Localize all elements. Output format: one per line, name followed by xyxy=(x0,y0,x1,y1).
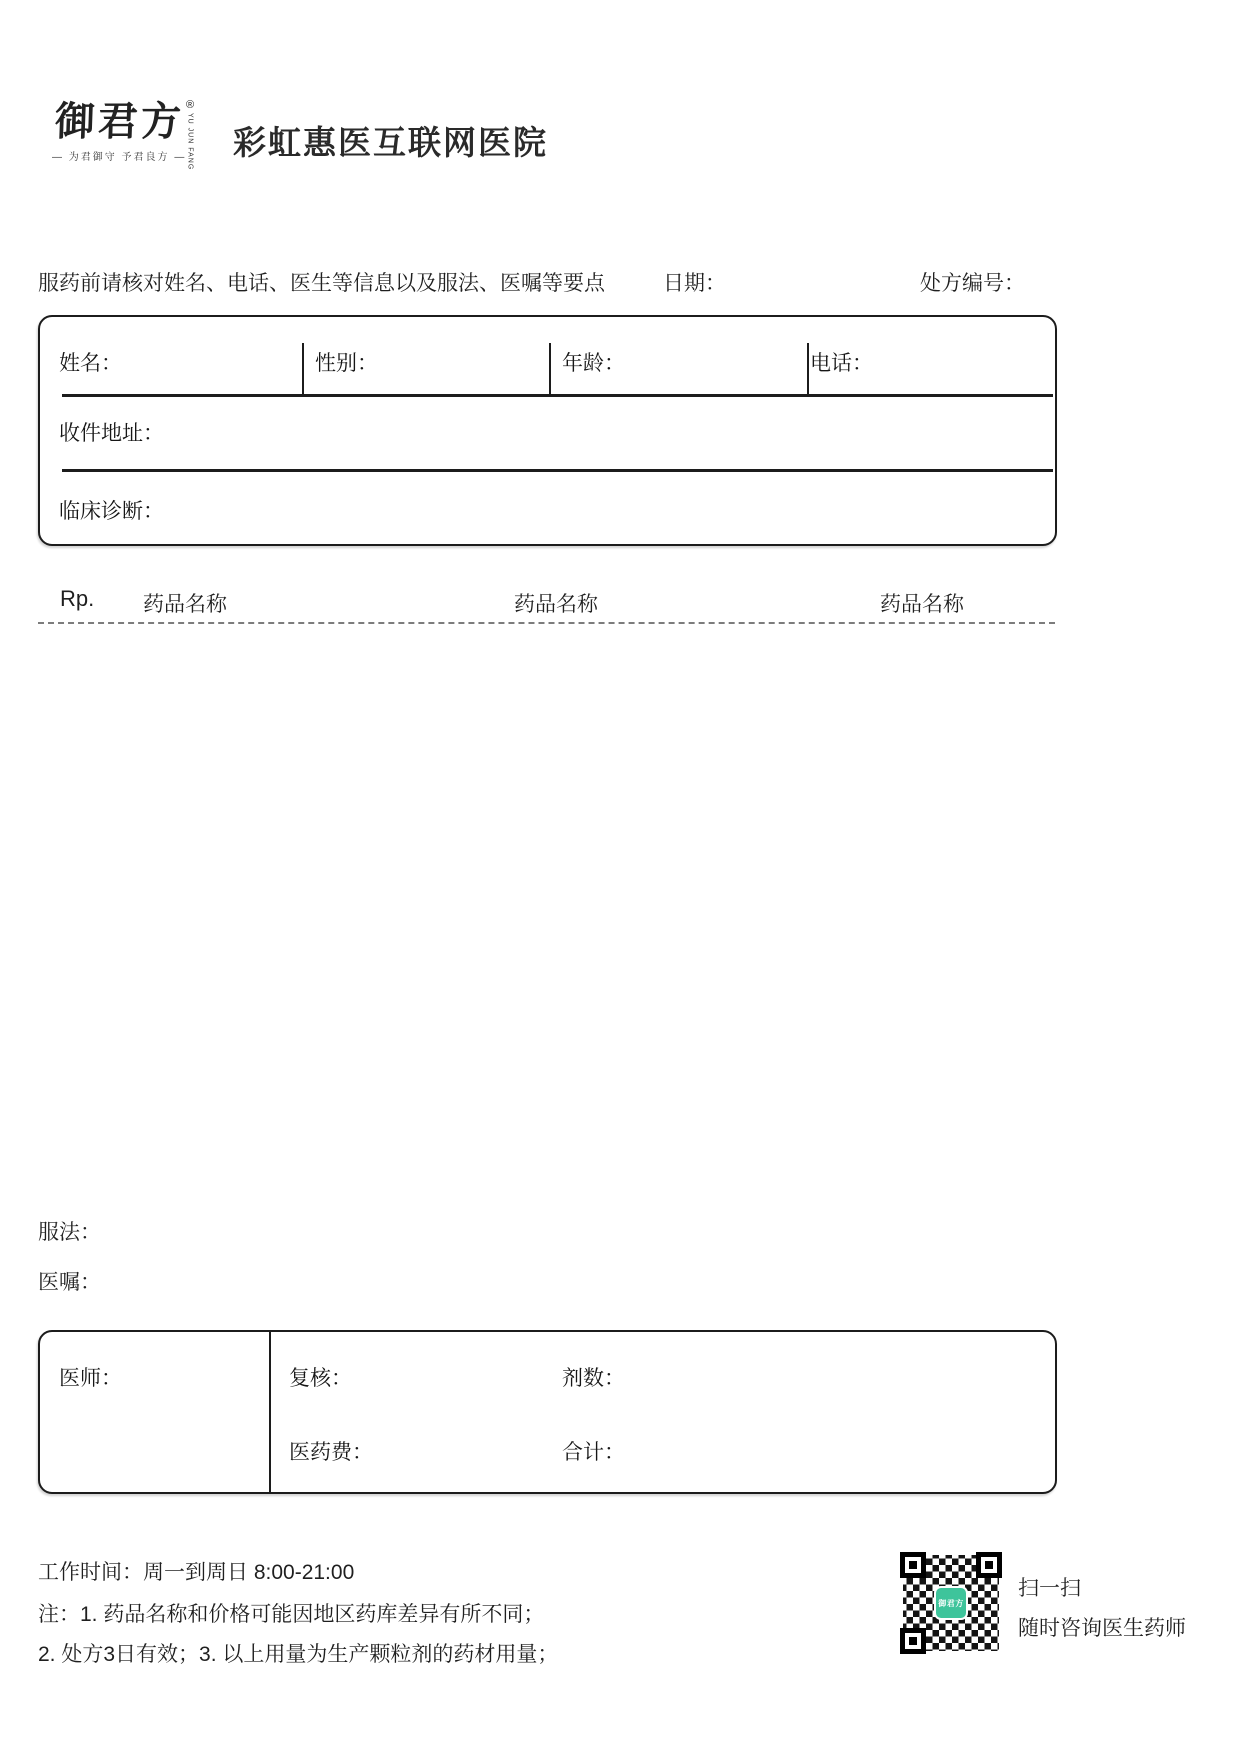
brand-logo-text: 御君方 xyxy=(54,98,185,145)
total-label: 合计： xyxy=(562,1441,625,1464)
brand-logo-pinyin: YU JUN FANG xyxy=(186,113,194,171)
drug-name-header: 药品名称 xyxy=(143,593,227,616)
date-label: 日期： xyxy=(663,272,726,295)
column-divider xyxy=(302,343,304,395)
column-divider xyxy=(807,343,809,395)
registered-trademark-icon: ® xyxy=(186,99,195,111)
shipping-address-label: 收件地址： xyxy=(59,422,164,445)
scan-label: 扫一扫 xyxy=(1018,1577,1081,1600)
patient-info-box xyxy=(38,315,1057,546)
column-divider xyxy=(549,343,551,395)
doctor-label: 医师： xyxy=(59,1367,122,1390)
work-hours: 工作时间：周一到周日 8:00-21:00 xyxy=(38,1561,355,1584)
qr-finder-icon xyxy=(976,1552,1002,1578)
brand-tagline: — 为君御守 予君良方 — xyxy=(52,152,187,163)
patient-phone-label: 电话： xyxy=(810,352,873,375)
patient-gender-label: 性别： xyxy=(315,352,378,375)
reviewer-label: 复核： xyxy=(289,1367,352,1390)
row-divider xyxy=(62,394,1053,397)
row-divider xyxy=(62,469,1053,472)
doctor-advice-label: 医嘱： xyxy=(38,1271,101,1294)
qr-finder-icon xyxy=(900,1552,926,1578)
qr-center-logo: 御君方 xyxy=(934,1586,968,1620)
qr-finder-icon xyxy=(900,1628,926,1654)
patient-age-label: 年龄： xyxy=(562,352,625,375)
qr-code xyxy=(900,1552,1002,1654)
footer-note-2: 2. 处方3日有效；3. 以上用量为生产颗粒剂的药材用量； xyxy=(38,1643,559,1666)
signature-box xyxy=(38,1330,1057,1494)
drug-name-header: 药品名称 xyxy=(514,593,598,616)
usage-label: 服法： xyxy=(38,1221,101,1244)
dose-count-label: 剂数： xyxy=(562,1367,625,1390)
prescription-number-label: 处方编号： xyxy=(920,272,1025,295)
column-divider xyxy=(269,1332,271,1492)
scan-description: 随时咨询医生药师 xyxy=(1018,1617,1186,1640)
brand-logo-side xyxy=(186,99,195,171)
rx-divider-dashed-line xyxy=(38,622,1055,624)
clinical-diagnosis-label: 临床诊断： xyxy=(59,500,164,523)
verification-reminder: 服药前请核对姓名、电话、医生等信息以及服法、医嘱等要点 xyxy=(38,272,605,295)
patient-name-label: 姓名： xyxy=(59,352,122,375)
drug-name-header: 药品名称 xyxy=(880,593,964,616)
medicine-fee-label: 医药费： xyxy=(289,1441,373,1464)
hospital-name: 彩虹惠医互联网医院 xyxy=(233,124,548,161)
rp-label: Rp. xyxy=(60,586,95,611)
footer-note-1: 注：1. 药品名称和价格可能因地区药库差异有所不同； xyxy=(38,1603,545,1626)
